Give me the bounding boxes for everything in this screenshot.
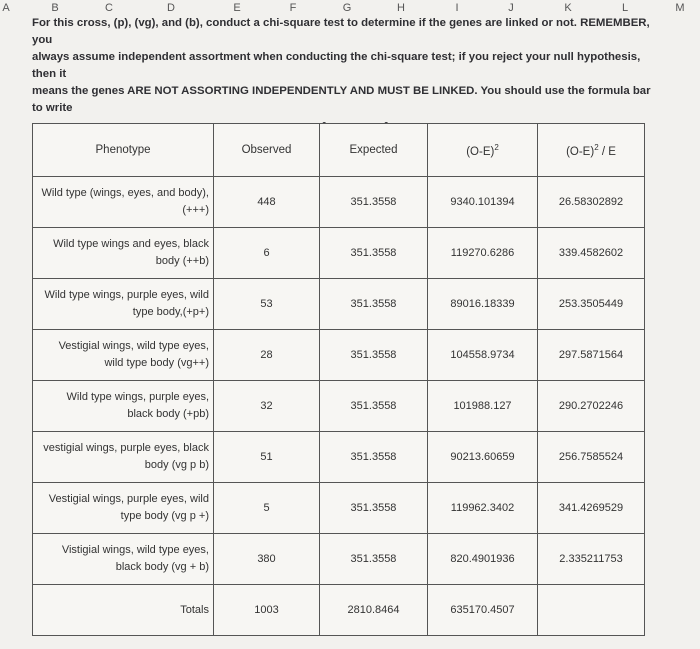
oe-squared-over-e-cell[interactable]: 341.4269529 <box>538 483 645 534</box>
totals-label[interactable]: Totals <box>33 585 214 636</box>
column-letter-k[interactable]: K <box>564 2 572 14</box>
table-header-row <box>33 124 645 177</box>
oe-squared-cell[interactable]: 119962.3402 <box>428 483 538 534</box>
phenotype-line-1: vestigial wings, purple eyes, black <box>43 442 209 454</box>
header-phenotype[interactable]: Phenotype <box>33 124 214 177</box>
column-letter-i[interactable]: I <box>455 2 459 14</box>
oe-squared-cell[interactable]: 89016.18339 <box>428 279 538 330</box>
expected-cell[interactable]: 351.3558 <box>320 381 428 432</box>
expected-cell[interactable]: 351.3558 <box>320 432 428 483</box>
header-oe-squared-over-e[interactable] <box>538 124 645 177</box>
expected-cell[interactable]: 351.3558 <box>320 534 428 585</box>
phenotype-cell[interactable] <box>33 177 214 228</box>
totals-oe-squared-over-e[interactable] <box>538 585 645 636</box>
oe-squared-cell[interactable]: 104558.9734 <box>428 330 538 381</box>
header-oe-squared[interactable] <box>428 124 538 177</box>
expected-cell[interactable]: 351.3558 <box>320 279 428 330</box>
phenotype-line-1: Wild type (wings, eyes, and body), <box>41 187 209 199</box>
column-letter-f[interactable]: F <box>289 2 297 14</box>
expected-cell[interactable]: 351.3558 <box>320 483 428 534</box>
phenotype-line-2: black body (vg + b) <box>115 561 209 573</box>
header-oe-squared-label: (O-E) <box>466 145 495 158</box>
superscript-2: 2 <box>494 142 499 152</box>
phenotype-line-2: (+++) <box>182 204 209 216</box>
instructions-line-2: always assume independent assortment when conducting the chi-square test; if you reject your null hypothesis, then it <box>32 51 641 80</box>
phenotype-line-1: Vestigial wings, wild type eyes, <box>58 340 209 352</box>
expected-cell[interactable]: 351.3558 <box>320 177 428 228</box>
phenotype-line-1: Wild type wings and eyes, black <box>53 238 209 250</box>
phenotype-line-2: type body (vg p +) <box>120 510 209 522</box>
phenotype-cell[interactable] <box>33 228 214 279</box>
oe-squared-over-e-cell[interactable]: 290.2702246 <box>538 381 645 432</box>
oe-squared-over-e-cell[interactable]: 339.4582602 <box>538 228 645 279</box>
phenotype-line-2: type body,(+p+) <box>132 306 209 318</box>
phenotype-cell[interactable] <box>33 432 214 483</box>
phenotype-line-2: black body (+pb) <box>127 408 209 420</box>
table-row <box>33 279 645 330</box>
expected-cell[interactable]: 351.3558 <box>320 228 428 279</box>
header-observed[interactable]: Observed <box>214 124 320 177</box>
phenotype-line-1: Vistigial wings, wild type eyes, <box>61 544 209 556</box>
phenotype-line-2: body (vg p b) <box>144 459 209 471</box>
header-oe-squared-over-e-label-a: (O-E) <box>566 145 595 158</box>
phenotype-cell[interactable] <box>33 483 214 534</box>
observed-cell[interactable]: 5 <box>214 483 320 534</box>
chi-square-table <box>32 123 645 636</box>
table-row <box>33 534 645 585</box>
observed-cell[interactable]: 448 <box>214 177 320 228</box>
totals-oe-squared[interactable]: 635170.4507 <box>428 585 538 636</box>
table-row <box>33 177 645 228</box>
phenotype-line-1: Wild type wings, purple eyes, wild <box>44 289 209 301</box>
column-letter-c[interactable]: C <box>105 2 113 14</box>
column-letter-j[interactable]: J <box>508 2 514 14</box>
table-row <box>33 483 645 534</box>
oe-squared-over-e-cell[interactable]: 26.58302892 <box>538 177 645 228</box>
instructions-line-3: means the genes ARE NOT ASSORTING INDEPENDENTLY AND MUST BE LINKED. You should use the formula bar to write <box>32 85 651 114</box>
header-oe-squared-over-e-label-b: / E <box>598 145 616 158</box>
superscript-2: 2 <box>594 142 599 152</box>
column-letter-a[interactable]: A <box>2 2 10 14</box>
column-header-bar <box>0 0 700 16</box>
table-row <box>33 228 645 279</box>
observed-cell[interactable]: 380 <box>214 534 320 585</box>
oe-squared-over-e-cell[interactable]: 2.335211753 <box>538 534 645 585</box>
column-letter-e[interactable]: E <box>233 2 241 14</box>
phenotype-cell[interactable] <box>33 381 214 432</box>
table-row <box>33 330 645 381</box>
oe-squared-cell[interactable]: 9340.101394 <box>428 177 538 228</box>
phenotype-line-2: wild type body (vg++) <box>104 357 209 369</box>
oe-squared-over-e-cell[interactable]: 297.5871564 <box>538 330 645 381</box>
observed-cell[interactable]: 6 <box>214 228 320 279</box>
phenotype-line-2: body (++b) <box>155 255 209 267</box>
phenotype-line-1: Vestigial wings, purple eyes, wild <box>48 493 209 505</box>
observed-cell[interactable]: 28 <box>214 330 320 381</box>
oe-squared-cell[interactable]: 101988.127 <box>428 381 538 432</box>
observed-cell[interactable]: 53 <box>214 279 320 330</box>
instructions-line-1: For this cross, (p), (vg), and (b), conduct a chi-square test to determine if the genes are linked or not. REMEMBER, you <box>32 17 650 46</box>
table-row <box>33 432 645 483</box>
column-letter-m[interactable]: M <box>675 2 685 14</box>
column-letter-d[interactable]: D <box>167 2 175 14</box>
observed-cell[interactable]: 51 <box>214 432 320 483</box>
oe-squared-cell[interactable]: 90213.60659 <box>428 432 538 483</box>
column-letter-h[interactable]: H <box>397 2 405 14</box>
phenotype-cell[interactable] <box>33 279 214 330</box>
phenotype-line-1: Wild type wings, purple eyes, <box>66 391 209 403</box>
oe-squared-over-e-cell[interactable]: 256.7585524 <box>538 432 645 483</box>
column-letter-b[interactable]: B <box>51 2 59 14</box>
observed-cell[interactable]: 32 <box>214 381 320 432</box>
totals-row <box>33 585 645 636</box>
column-letter-g[interactable]: G <box>342 2 352 14</box>
column-letter-l[interactable]: L <box>621 2 629 14</box>
oe-squared-cell[interactable]: 820.4901936 <box>428 534 538 585</box>
oe-squared-cell[interactable]: 119270.6286 <box>428 228 538 279</box>
table-row <box>33 381 645 432</box>
totals-observed[interactable]: 1003 <box>214 585 320 636</box>
phenotype-cell[interactable] <box>33 534 214 585</box>
phenotype-cell[interactable] <box>33 330 214 381</box>
totals-expected[interactable]: 2810.8464 <box>320 585 428 636</box>
header-expected[interactable]: Expected <box>320 124 428 177</box>
expected-cell[interactable]: 351.3558 <box>320 330 428 381</box>
oe-squared-over-e-cell[interactable]: 253.3505449 <box>538 279 645 330</box>
